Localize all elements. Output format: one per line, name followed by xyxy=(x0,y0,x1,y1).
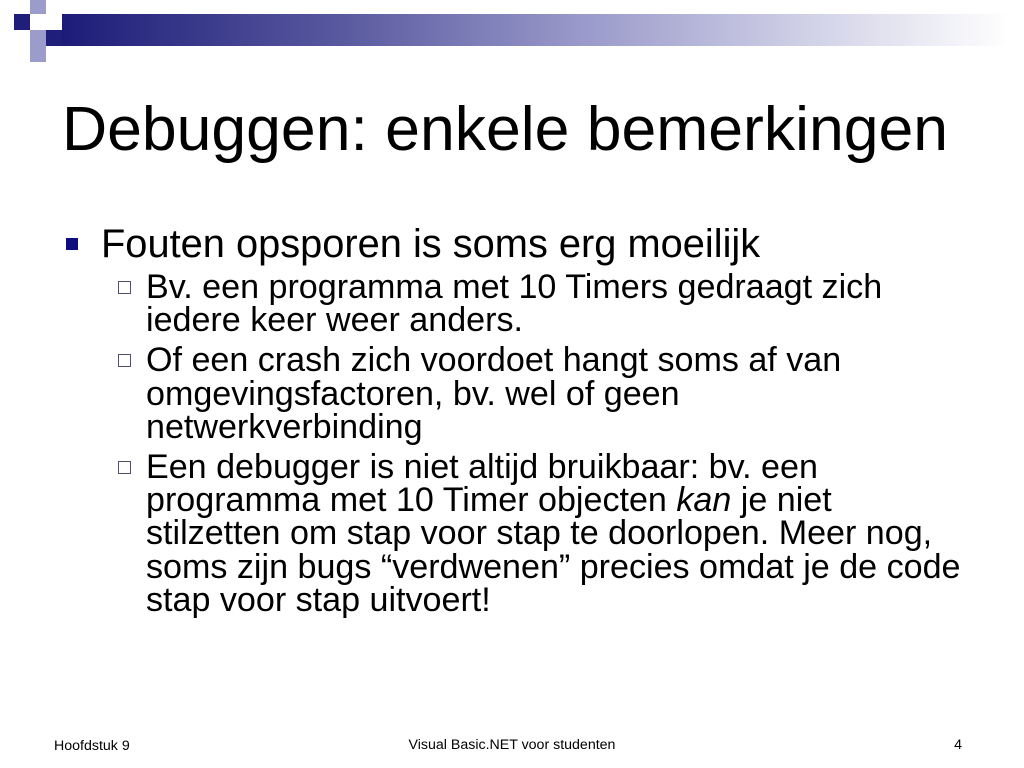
hollow-square-bullet-icon xyxy=(118,281,131,294)
footer-page-number: 4 xyxy=(954,737,962,753)
sub-bullet-text-segment: programma met 10 Timer objecten xyxy=(146,481,677,520)
hollow-square-bullet-icon xyxy=(118,461,131,474)
filled-square-bullet-icon xyxy=(66,238,78,250)
bullet-level1-text: Fouten opsporen is soms erg moeilijk xyxy=(101,222,761,266)
header-pixel-square xyxy=(30,46,46,62)
emphasized-word: kan xyxy=(676,481,732,520)
sub-bullet-item xyxy=(146,268,961,340)
sub-bullet-line: iedere keer weer anders. xyxy=(146,301,523,340)
sub-bullet-line: netwerkverbinding xyxy=(146,407,423,446)
sub-bullet-line: stap voor stap uitvoert! xyxy=(146,580,491,619)
footer-chapter: Hoofdstuk 9 xyxy=(54,738,130,754)
sub-bullet-text-segment: je niet xyxy=(731,481,832,520)
sub-bullet-line xyxy=(146,481,961,520)
header-pixel-square xyxy=(30,0,46,14)
hollow-square-bullet-icon xyxy=(118,354,131,367)
header-pixel-square xyxy=(30,30,46,46)
footer-course-title: Visual Basic.NET voor studenten xyxy=(408,737,616,753)
sub-bullet-line: Een debugger is niet altijd bruikbaar: bv. een xyxy=(146,448,818,487)
header-pixel-square xyxy=(46,30,62,46)
sub-bullet-item xyxy=(146,341,961,446)
slide-title: Debuggen: enkele bemerkingen xyxy=(62,94,949,164)
header-gradient-bar xyxy=(62,14,1010,46)
sub-bullet-line: soms zijn bugs “verdwenen” precies omdat je de code xyxy=(146,547,961,586)
header-pixel-square xyxy=(14,14,30,30)
sub-bullet-line: omgevingsfactoren, bv. wel of geen xyxy=(146,374,680,413)
sub-bullet-line: stilzetten om stap voor stap te doorlopen. Meer nog, xyxy=(146,514,933,553)
sub-bullet-line: Of een crash zich voordoet hangt soms af van xyxy=(146,341,842,380)
sub-bullet-list xyxy=(146,268,961,619)
sub-bullet-item xyxy=(146,448,961,619)
sub-bullet-line: Bv. een programma met 10 Timers gedraagt zich xyxy=(146,268,883,306)
